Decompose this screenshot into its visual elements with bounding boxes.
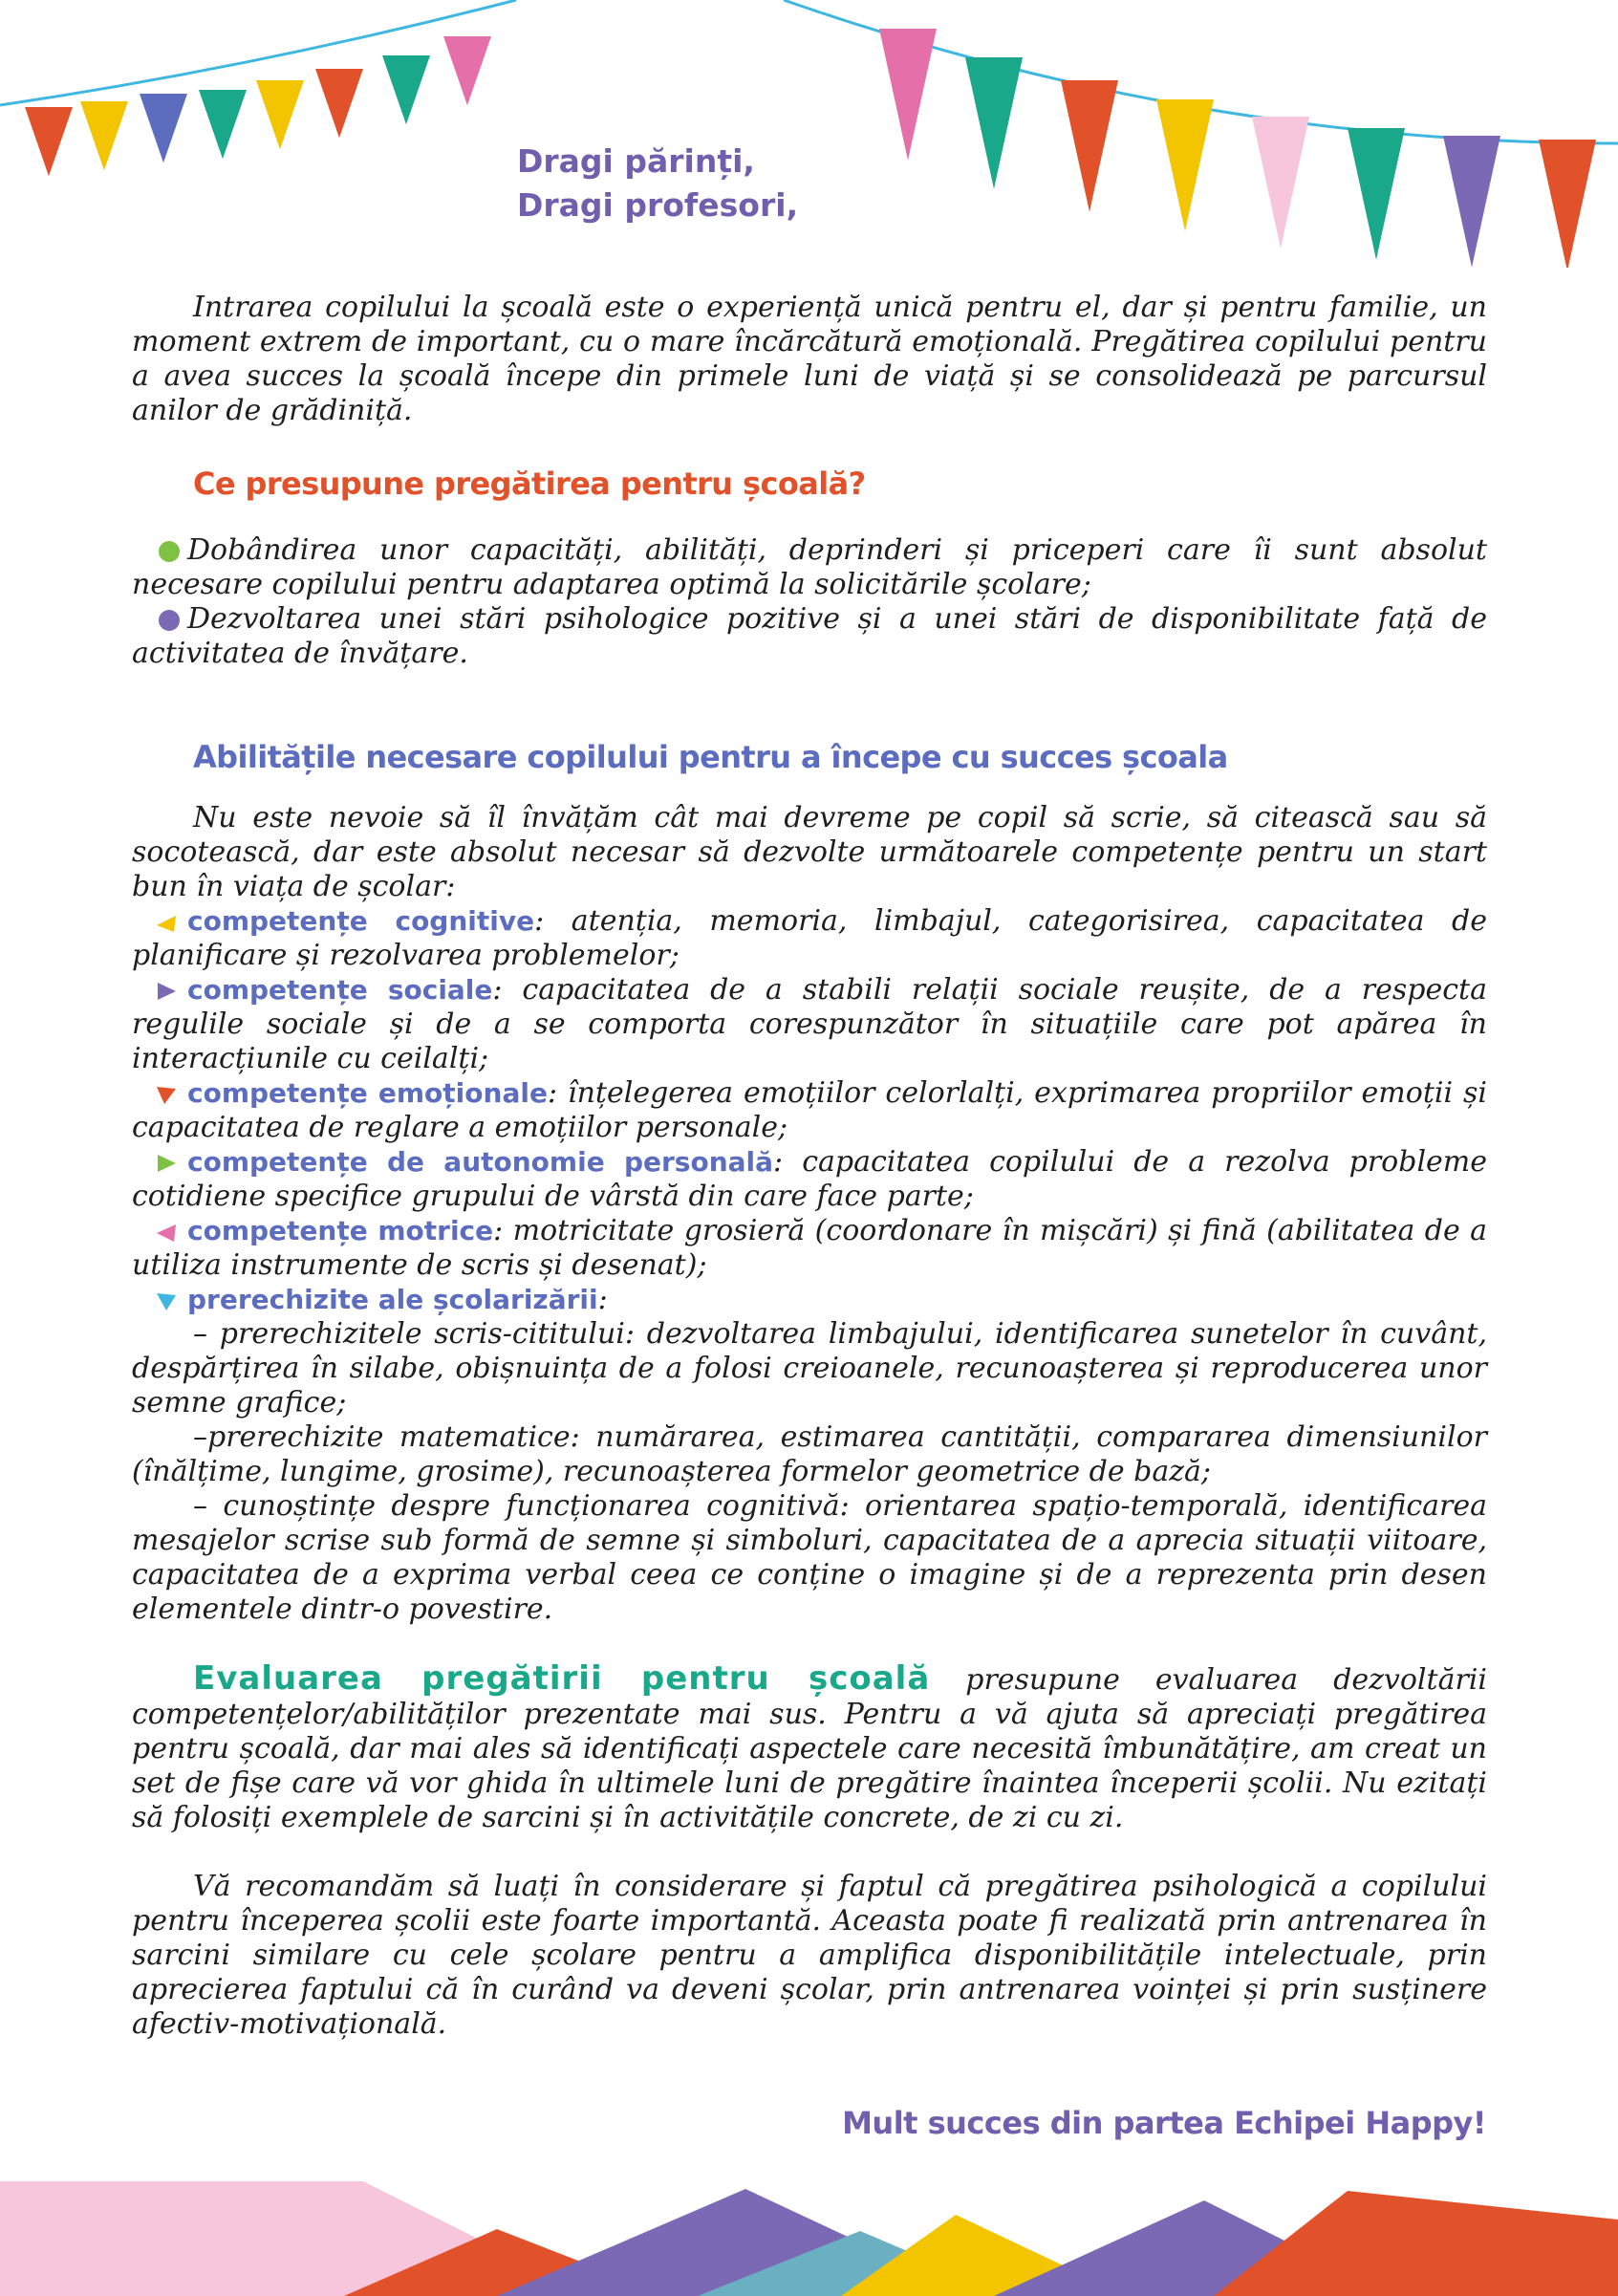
skill-text: : capacitatea de a stabili relații sociale reușite, de a respecta regulile sociale și de a se comporta corespunzător în situațiile care pot apărea în interacțiunile cu ceilalți; [132,973,1487,1075]
letter-body [132,291,1487,2042]
pink-triangle-icon [155,1221,182,1244]
skill-label: competențe emoționale [187,1077,548,1109]
bunting-decoration [0,0,1618,268]
bunting-flag [965,57,1023,189]
purple-triangle-icon [155,980,182,1003]
bullet-text: Dezvoltarea unei stări psihologice pozitive și a unei stări de disponibilitate față de activitatea de învățare. [132,602,1487,670]
skill-text: : atenția, memoria, limbajul, categorisirea, capacitatea de planificare și rezolvarea problemelor; [132,904,1488,972]
section2-intro: Nu este nevoie să îl învățăm cât mai devreme pe copil să scrie, să citească sau să socotească, dar este absolut necesar să dezvolte următoarele competențe pentru un start bun în viața de școlar: [132,801,1487,903]
skill-motor [132,1214,1487,1283]
greeting [517,140,798,227]
bunting-string-left [0,0,516,105]
green-dot-icon [159,541,180,562]
bunting-flag [25,107,73,176]
recommendation-paragraph: Vă recomandăm să luați în considerare și faptul că pregătirea psihologică a copilului pentru începerea școlii este foarte importantă. Aceasta poate fi realizată prin antrenarea în sarcini similare cu cele școlare pentru a amplifica disponibilitățile intelectuale, prin aprecierea faptului că în curând va deveni școlar, prin antrenarea voinței și prin susținere afectiv-motivațională. [132,1870,1487,2041]
bunting-flag [315,69,363,138]
skill-label: prerechizite ale școlarizării [187,1284,598,1315]
skill-label: competențe de autonomie personală [187,1146,774,1178]
skill-label: competențe motrice [187,1215,494,1246]
skill-text: : [597,1283,608,1316]
skill-label: competențe sociale [187,974,493,1006]
skill-label: competențe cognitive [187,905,535,937]
bunting-flag [1061,80,1118,212]
bunting-flag [256,80,304,149]
skill-autonomy [132,1145,1487,1214]
bunting-flag [879,29,937,161]
prerequisite-math: –prerechizite matematice: numărarea, estimarea cantității, compararea dimensiunilor (înălțime, lungime, grosime), recunoașterea formelor geometrice de bază; [132,1420,1487,1488]
bottom-decoration [0,2162,1618,2296]
bunting-flag [443,36,491,105]
bunting-flag [1156,99,1214,231]
blue-triangle-icon [155,1289,182,1312]
skill-social [132,973,1487,1076]
bunting-flag [1539,140,1596,268]
bunting-flags [25,29,1596,268]
skill-emotional [132,1076,1487,1145]
skill-text: : motricitate grosieră (coordonare în mișcări) și fină (abilitatea de a utiliza instrumente de scris și desenat); [132,1214,1487,1282]
evaluation-text: presupune evaluarea dezvoltării competențelor/abilităților prezentate mai sus. Pentru a vă ajuta să apreciați pregătirea pentru școală, dar mai ales să identificați aspectele care necesită îmbunătățire, am creat un set de fișe care vă vor ghida în ultimele luni de pregătire înaintea începerii școlii. Nu ezitați să folosiți exemplele de sarcini și în activitățile concrete, de zi cu zi. [132,1663,1487,1834]
prerequisite-cognitive: – cunoștințe despre funcționarea cognitivă: orientarea spațio-temporală, identificarea mesajelor scrise sub formă de semne și simboluri, capacitatea de a aprecia situații viitoare, capacitatea de a exprima verbal ceea ce conține o imagine și de a reprezenta prin desen elementele dintr-o povestire. [132,1489,1487,1626]
evaluation-label: Evaluarea pregătirii pentru școală [193,1659,931,1698]
intro-paragraph: Intrarea copilului la școală este o experiență unică pentru el, dar și pentru familie, un moment extrem de important, cu o mare încărcătură emoțională. Pregătirea copilului pentru a avea succes la școală începe din primele luni de viață și se consolidează pe parcursul anilor de grădiniță. [132,291,1487,427]
section1-bullet-2 [132,602,1487,671]
skill-prerequisites [132,1283,1487,1317]
skill-text: : înțelegerea emoțiilor celorlalți, exprimarea propriilor emoții și capacitatea de reglare a emoțiilor personale; [132,1076,1488,1144]
greeting-teachers: Dragi profesori, [517,186,799,224]
bullet-text: Dobândirea unor capacități, abilități, deprinderi și priceperi care îi sunt absolut necesare copilului pentru adaptarea optimă la solicitările școlare; [132,533,1487,601]
green-triangle-icon [155,1152,182,1175]
bunting-flag [382,55,430,124]
section1-bullet-1 [132,533,1487,602]
greeting-parents: Dragi părinți, [517,142,755,180]
bunting-flag [199,90,247,159]
prerequisite-reading-writing: – prerechizitele scris-cititului: dezvoltarea limbajului, identificarea sunetelor în cuvânt, despărțirea în silabe, obișnuința de a folosi creioanele, recunoașterea și reproducerea unor semne grafice; [132,1317,1487,1419]
bunting-flag [80,101,128,170]
bunting-flag [140,94,187,162]
bunting-flag [1252,117,1309,249]
evaluation-paragraph [132,1661,1487,1835]
skill-cognitive [132,904,1487,973]
section2-title: Abilitățile necesare copilului pentru a începe cu succes școala [193,739,1228,775]
purple-dot-icon [159,610,180,631]
bunting-flag [1443,136,1500,268]
section1-title: Ce presupune pregătirea pentru școală? [193,466,866,502]
red-triangle-icon [155,1083,182,1106]
skill-text: : capacitatea copilului de a rezolva probleme cotidiene specifice grupului de vârstă din care face parte; [132,1145,1487,1213]
yellow-triangle-icon [155,911,182,934]
signature: Mult succes din partea Echipei Happy! [842,2105,1486,2141]
bunting-flag [1348,128,1405,260]
